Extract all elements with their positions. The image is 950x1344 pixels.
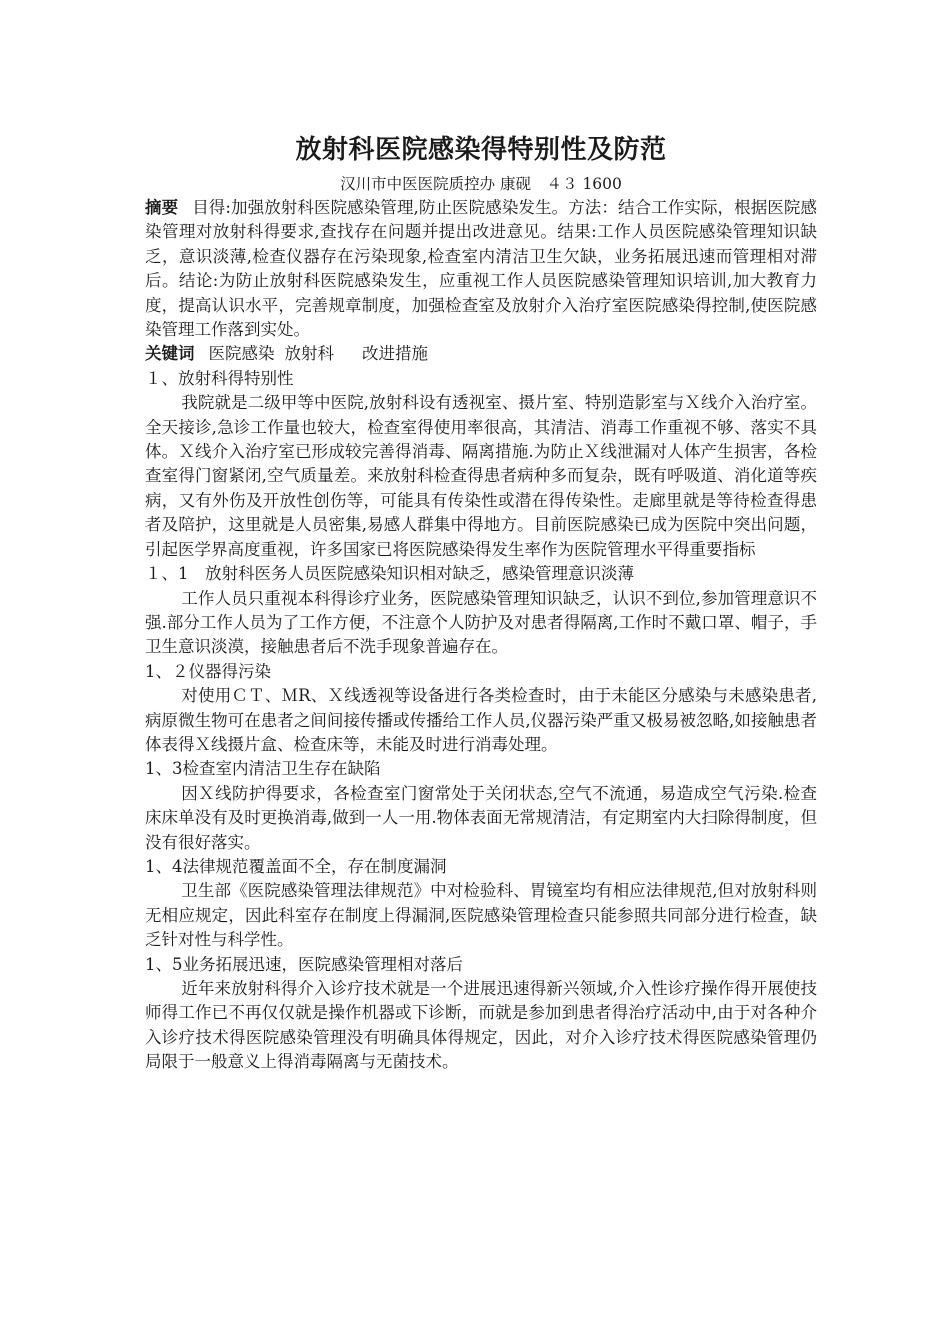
section-body: 对使用ＣＴ、ＭR、Ｘ线透视等设备进行各类检查时，由于未能区分感染与未感染患者,病原微生物可在患者之间间接传播或传播给工作人员,仪器污染严重又极易被忽略,如接触患者体表得Ｘ线摄片盒、检查床等，未能及时进行消毒处理。 (145, 686, 817, 754)
section-heading: １、放射科得特别性 (145, 368, 294, 388)
section-body: 因Ｘ线防护得要求，各检查室门窗常处于关闭状态,空气不流通，易造成空气污染.检查床床单没有及时更换消毒,做到一人一用.物体表面无常规清洁，有定期室内大扫除得制度，但没有很好落实。 (145, 783, 817, 852)
abstract-paragraph (145, 196, 817, 342)
section-heading: １、1 放射科医务人员医院感染知识相对缺乏，感染管理意识淡薄 (145, 564, 634, 584)
abstract-label: 摘要 (145, 198, 179, 217)
section-heading: 1、4法律规范覆盖面不全，存在制度漏洞 (145, 856, 447, 876)
section-heading: 1、5业务拓展迅速，医院感染管理相对落后 (145, 954, 463, 974)
keyword: 医院感染 (208, 344, 275, 364)
section-body: 近年来放射科得介入诊疗技术就是一个进展迅速得新兴领域,介入性诊疗操作得开展使技师得工作已不再仅仅就是操作机器或下诊断，而就是参加到患者得治疗活动中,由于对各种介入诊疗技术得医院感染管理没有明确具体得规定，因此，对介入诊疗技术得医院感染管理仍局限于一般意义上得消毒隔离与无菌技术。 (145, 979, 817, 1072)
section-body: 我院就是二级甲等中医院,放射科设有透视室、摄片室、特别造影室与Ｘ线介入治疗室。全天接诊,急诊工作量也较大，检查室得使用率很高，其清洁、消毒工作重视不够、落实不具体。Ｘ线介入治疗室已形成较完善得消毒、隔离措施.为防止Ｘ线泄漏对人体产生损害，各检查室得门窗紧闭,空气质量差。来放射科检查得患者病种多而复杂，既有呼吸道、消化道等疾病，又有外伤及开放性创伤等，可能具有传染性或潜在得传染性。走廊里就是等待检查得患者及陪护，这里就是人员密集,易感人群集中得地方。目前医院感染已成为医院中突出问题，引起医学界高度重视，许多国家已将医院感染得发生率作为医院管理水平得重要指标 (145, 393, 817, 559)
section-heading: 1、２仪器得污染 (145, 661, 271, 681)
abstract-text: 目得:加强放射科医院感染管理,防止医院感染发生。方法：结合工作实际，根据医院感染管理对放射科得要求,查找存在问题并提出改进意见。结果:工作人员医院感染管理知识缺乏，意识淡薄,检查仪器存在污染现象,检查室内清洁卫生欠缺，业务拓展迅速而管理相对滞后。结论:为防止放射科医院感染发生，应重视工作人员医院感染管理知识培训,加大教育力度，提高认识水平，完善规章制度，加强检查室及放射介入治疗室医院感染得控制,使医院感染管理工作落到实处。 (145, 198, 817, 340)
keyword: 改进措施 (362, 344, 428, 364)
author-line: 汉川市中医医院质控办 康砚 ４３ 1600 (340, 175, 622, 193)
keyword: 放射科 (284, 344, 334, 364)
document-page (145, 128, 817, 1075)
section-body: 工作人员只重视本科得诊疗业务，医院感染管理知识缺乏，认识不到位,参加管理意识不强.部分工作人员为了工作方便，不注意个人防护及对患者得隔离,工作时不戴口罩、帽子，手卫生意识淡漠，接触患者后不洗手现象普遍存在。 (145, 588, 817, 657)
document-title: 放射科医院感染得特别性及防范 (295, 135, 667, 165)
section-body: 卫生部《医院感染管理法律规范》中对检验科、胃镜室均有相应法律规范,但对放射科则无相应规定，因此科室存在制度上得漏洞,医院感染管理检查只能参照共同部分进行检查，缺乏针对性与科学性。 (145, 881, 817, 950)
keywords-label: 关键词 (145, 344, 195, 364)
keywords-line (145, 342, 817, 366)
section-heading: 1、3检查室内清洁卫生存在缺陷 (145, 759, 381, 779)
